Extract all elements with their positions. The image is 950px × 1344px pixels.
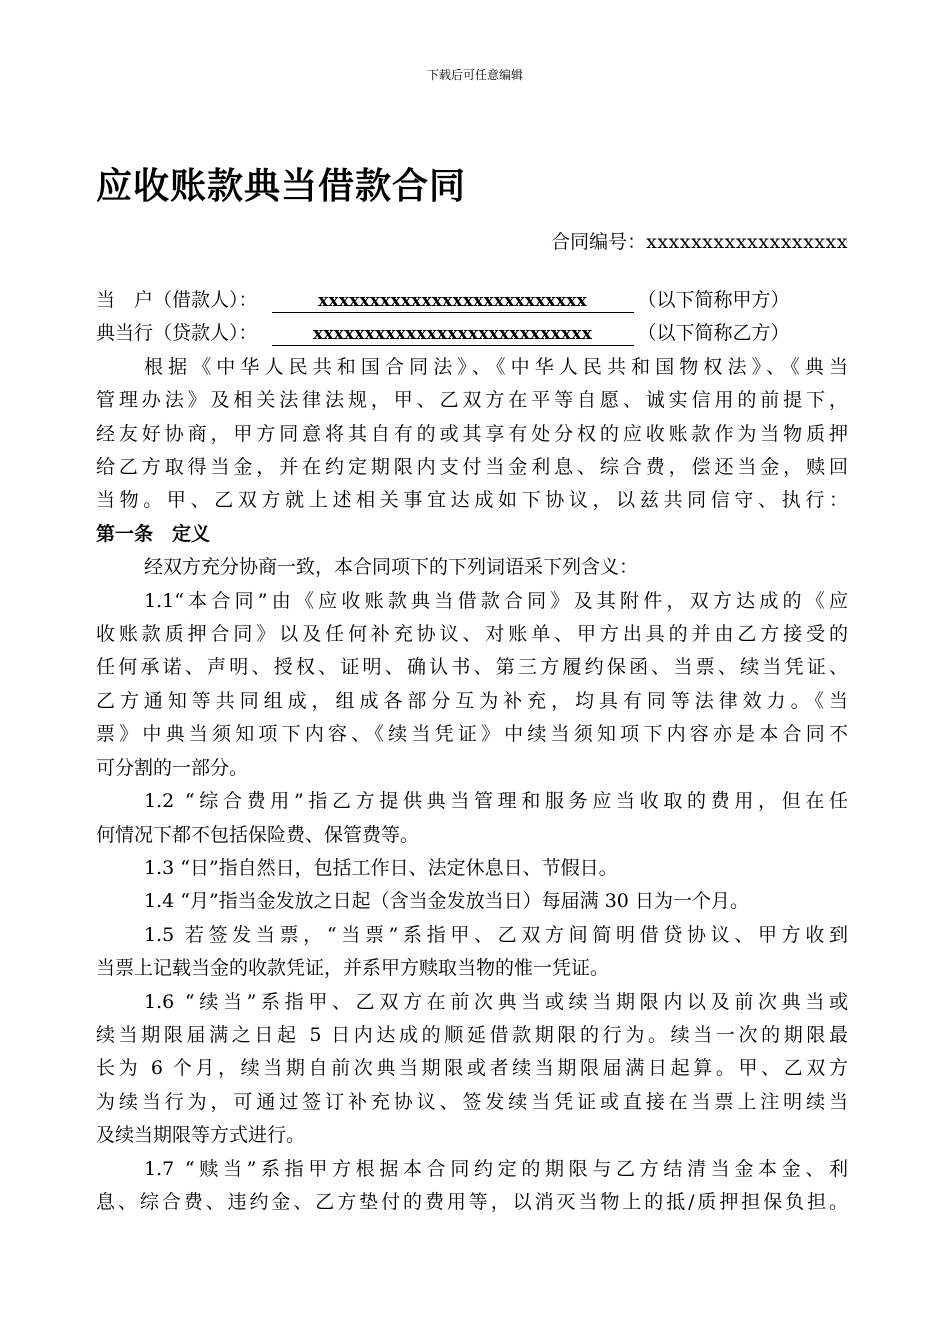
contract-number-label: 合同编号： [551, 231, 647, 253]
text-line: 1.7 “赎当”系指甲方根据本合同约定的期限与乙方结清当金本金、利 [144, 1157, 848, 1180]
text-line: 票》中典当须知项下内容、《续当凭证》中续当须知项下内容亦是本合同不 [96, 723, 848, 746]
text-line: 为续当行为，可通过签订补充协议、签发续当凭证或直接在当票上注明续当 [96, 1090, 848, 1113]
text-line: 1.1“本合同”由《应收账款典当借款合同》及其附件，双方达成的《应 [144, 589, 848, 612]
text-line: 管理办法》及相关法律法规，甲、乙双方在平等自愿、诚实信用的前提下， [96, 389, 848, 412]
text-line: 息、综合费、违约金、乙方垫付的费用等，以消灭当物上的抵/质押担保负担。 [96, 1190, 848, 1213]
page-title: 应收账款典当借款合同 [96, 166, 467, 207]
text-line: 收账款质押合同》以及任何补充协议、对账单、甲方出具的并由乙方接受的 [96, 623, 848, 646]
article-lead: 经双方充分协商一致，本合同项下的下列词语采下列含义： [144, 556, 639, 579]
clause-1-6 [96, 986, 848, 1153]
text-line: 及续当期限等方式进行。 [96, 1124, 306, 1147]
text-line: 经友好协商，甲方同意将其自有的或其享有处分权的应收账款作为当物质押 [96, 422, 848, 445]
party-value: xxxxxxxxxxxxxxxxxxxxxxxxxxx [272, 323, 634, 346]
clause-1-1 [96, 585, 848, 785]
text-line: 1.4 “月”指当金发放之日起（含当金发放当日）每届满 30 日为一个月。 [144, 890, 749, 913]
party-label: 当 户（借款人）： [96, 289, 258, 311]
text-line: 当票上记载当金的收款凭证，并系甲方赎取当物的惟一凭证。 [96, 957, 610, 980]
text-line: 续当期限届满之日起 5 日内达成的顺延借款期限的行为。续当一次的期限最 [96, 1023, 848, 1046]
party-value: xxxxxxxxxxxxxxxxxxxxxxxxxx [272, 290, 634, 313]
text-line: 何情况下都不包括保险费、保管费等。 [96, 823, 420, 846]
intro-paragraph [96, 351, 848, 518]
text-line: 给乙方取得当金，并在约定期限内支付当金利息、综合费，偿还当金，赎回 [96, 456, 848, 479]
text-line: 当物。甲、乙双方就上述相关事宜达成如下协议，以兹共同信守、执行： [96, 489, 848, 512]
text-line: 根据《中华人民共和国合同法》、《中华人民共和国物权法》、《典当 [144, 355, 848, 378]
text-line: 1.5 若签发当票，“当票”系指甲、乙双方间简明借贷协议、甲方收到 [144, 923, 848, 946]
party-suffix: （以下简称乙方） [637, 322, 790, 345]
contract-number-value: xxxxxxxxxxxxxxxxxx [646, 231, 848, 253]
article-heading: 第一条 定义 [96, 522, 211, 545]
text-line: 任何承诺、声明、授权、证明、确认书、第三方履约保函、当票、续当凭证、 [96, 656, 848, 679]
document-body [96, 284, 848, 1219]
text-line: 乙方通知等共同组成，组成各部分互为补充，均具有同等法律效力。《当 [96, 689, 848, 712]
text-line: 1.3 “日”指自然日，包括工作日、法定休息日、节假日。 [144, 856, 618, 879]
party-label: 典当行（贷款人）： [96, 322, 258, 345]
contract-number [551, 227, 848, 254]
clause-1-7 [96, 1153, 848, 1220]
party-row-lender [96, 317, 848, 350]
clause-1-5 [96, 919, 848, 986]
text-line: 长为 6 个月，续当期自前次典当期限或者续当期限届满日起算。甲、乙双方 [96, 1057, 848, 1080]
clause-1-2 [96, 785, 848, 852]
text-line: 1.2 “综合费用”指乙方提供典当管理和服务应当收取的费用，但在任 [144, 790, 848, 813]
clause-1-3 [96, 852, 848, 885]
party-row-borrower [96, 284, 848, 317]
text-line: 可分割的一部分。 [96, 756, 249, 779]
clause-1-4 [96, 885, 848, 918]
party-suffix: （以下简称甲方） [637, 289, 790, 311]
text-line: 1.6 “续当”系指甲、乙双方在前次典当或续当期限内以及前次典当或 [144, 990, 848, 1013]
header-note: 下载后可任意编辑 [426, 68, 523, 82]
